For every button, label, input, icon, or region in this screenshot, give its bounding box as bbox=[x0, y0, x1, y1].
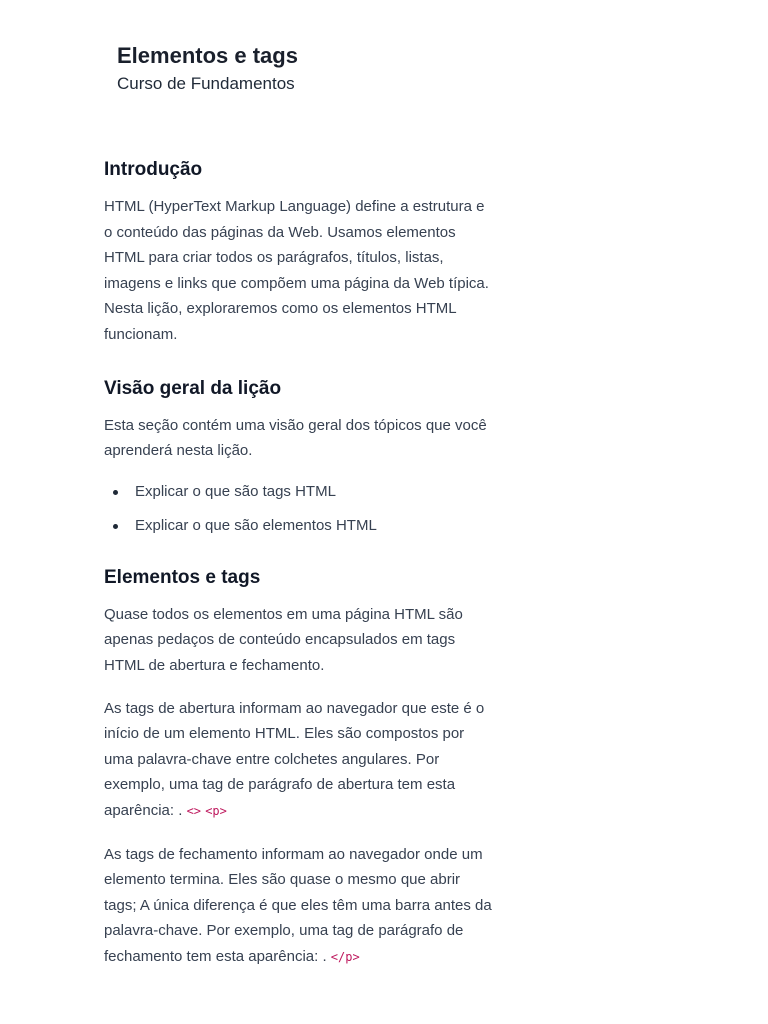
opening-tags-paragraph bbox=[104, 696, 496, 825]
code-angle-brackets: <> bbox=[186, 803, 202, 818]
list-item: Explicar o que são elementos HTML bbox=[104, 515, 496, 537]
code-opening-p-tag: <p> bbox=[205, 803, 227, 818]
overview-paragraph: Esta seção contém uma visão geral dos tópicos que você aprenderá nesta lição. bbox=[104, 416, 487, 460]
code-closing-p-tag: </p> bbox=[330, 949, 360, 964]
list-item: Explicar o que são tags HTML bbox=[104, 481, 496, 503]
course-name: Curso de Fundamentos bbox=[117, 74, 295, 93]
lesson-content bbox=[104, 157, 496, 987]
section-introduction bbox=[104, 157, 496, 348]
closing-tags-paragraph bbox=[104, 842, 496, 971]
closing-tags-text: As tags de fechamento informam ao navegador onde um elemento termina. Eles são quase o mesmo que abrir tags; A única diferença é que eles têm uma barra antes da palavra-chave. Por exemplo, uma tag de parágrafo de fechamento tem esta aparência: . bbox=[104, 845, 492, 965]
overview-list bbox=[104, 481, 496, 537]
opening-tags-text: As tags de abertura informam ao navegador que este é o início de um elemento HTML. Eles são compostos por uma palavra-chave entre colchetes angulares. Por exemplo, uma tag de parágrafo de abertura tem esta aparência: . bbox=[104, 699, 485, 819]
page-title: Elementos e tags bbox=[117, 43, 298, 68]
section-elements-and-tags bbox=[104, 565, 496, 971]
section-title-elements-tags: Elementos e tags bbox=[104, 566, 261, 588]
page-header bbox=[117, 42, 298, 95]
intro-paragraph: HTML (HyperText Markup Language) define a estrutura e o conteúdo das páginas da Web. Usamos elementos HTML para criar todos os parágrafos, títulos, listas, imagens e links que compõem uma página da Web típica. Nesta lição, exploraremos como os elementos HTML funcionam. bbox=[104, 198, 489, 343]
elements-paragraph: Quase todos os elementos em uma página HTML são apenas pedaços de conteúdo encapsulados em tags HTML de abertura e fechamento. bbox=[104, 605, 463, 674]
section-lesson-overview bbox=[104, 376, 496, 537]
section-title-introduction: Introdução bbox=[104, 159, 203, 180]
section-title-overview: Visão geral da lição bbox=[104, 377, 282, 399]
